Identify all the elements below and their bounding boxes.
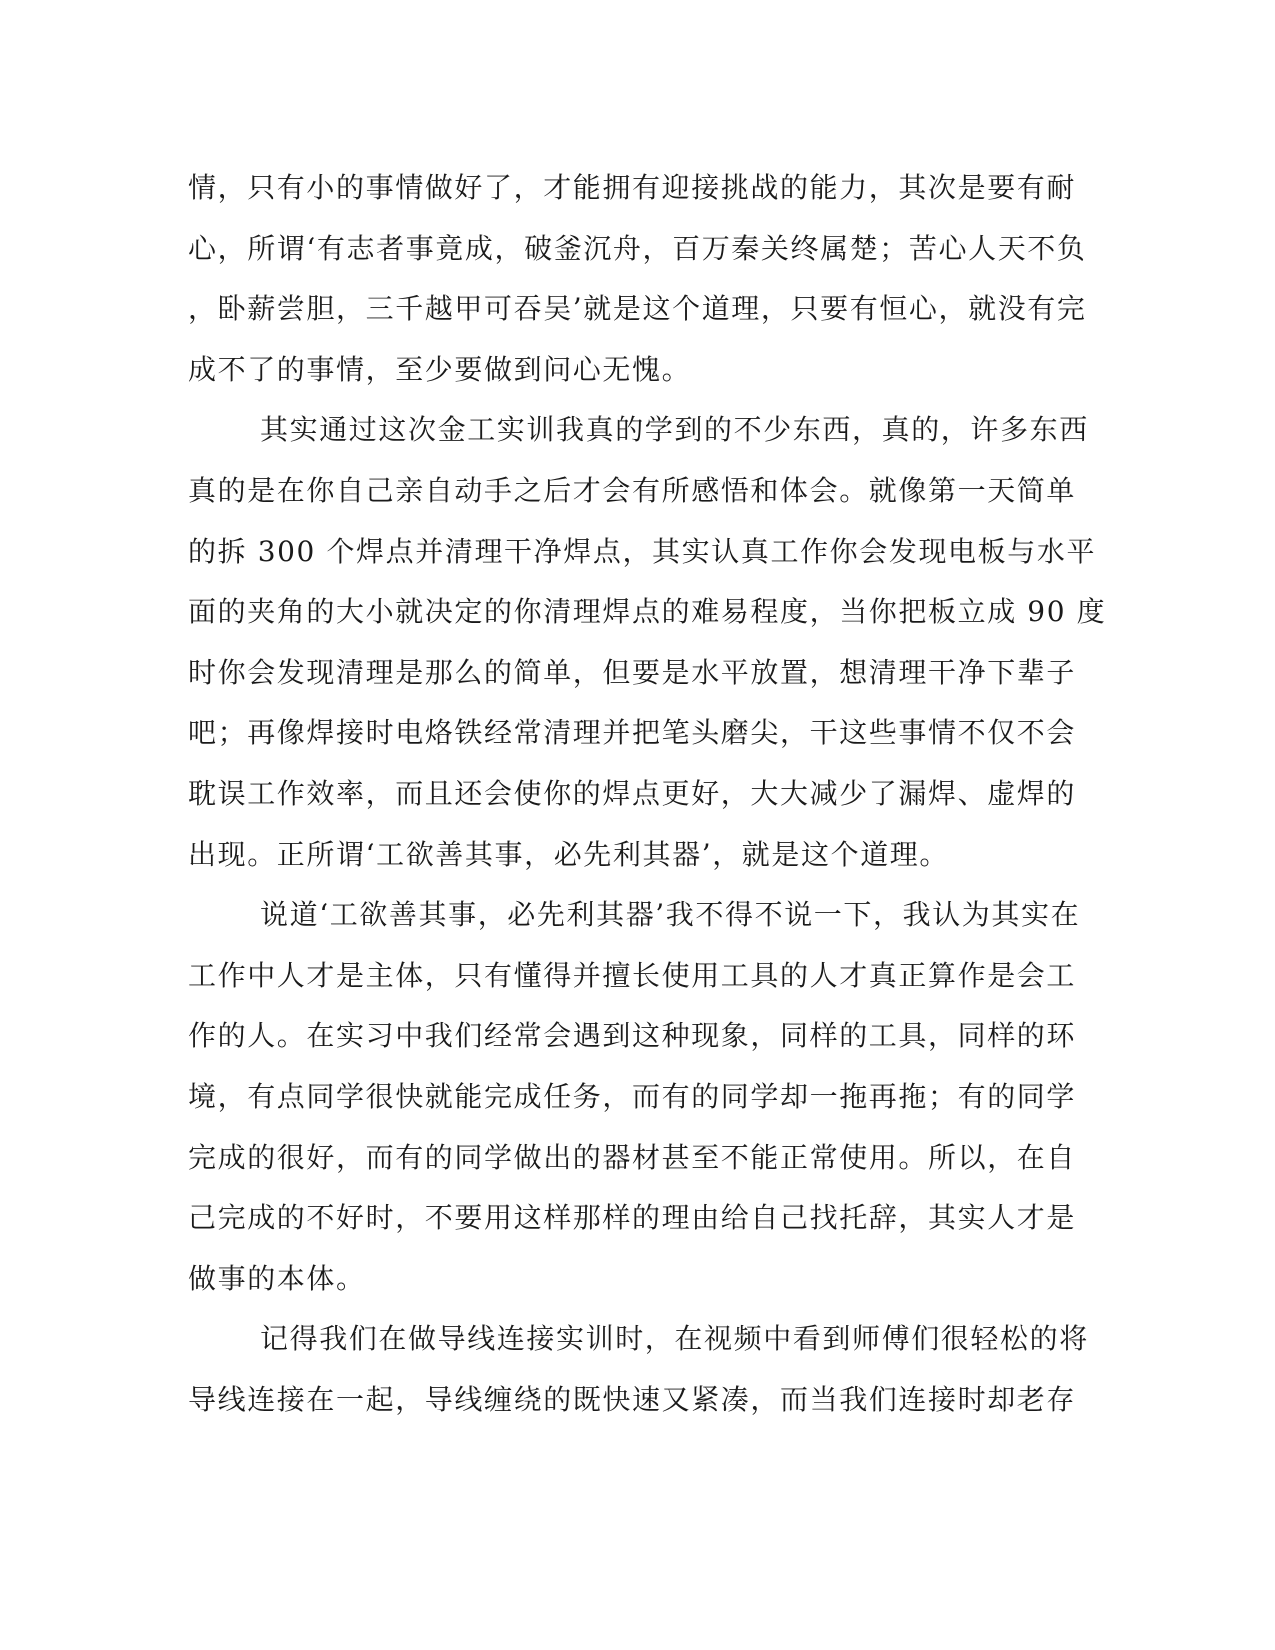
text-line: 做事的本体。 — [188, 1261, 366, 1295]
text-line: 的拆 300 个焊点并清理干净焊点，其实认真工作你会发现电板与水平 — [188, 534, 1097, 568]
text-line: 耽误工作效率，而且还会使你的焊点更好，大大减少了漏焊、虚焊的 — [188, 776, 1077, 810]
text-line: ，卧薪尝胆，三千越甲可吞吴’就是这个道理，只要有恒心，就没有完 — [188, 292, 1087, 326]
text-line: 工作中人才是主体，只有懂得并擅长使用工具的人才真正算作是会工 — [188, 958, 1077, 992]
text-line: 吧；再像焊接时电烙铁经常清理并把笔头磨尖，干这些事情不仅不会 — [188, 716, 1077, 750]
text-line: 作的人。在实习中我们经常会遇到这种现象，同样的工具，同样的环 — [188, 1019, 1077, 1053]
text-line: 时你会发现清理是那么的简单，但要是水平放置，想清理干净下辈子 — [188, 655, 1077, 689]
paragraph-first-line: 其实通过这次金工实训我真的学到的不少东西，真的，许多东西 — [260, 413, 1089, 447]
text-line: 真的是在你自己亲自动手之后才会有所感悟和体会。就像第一天简单 — [188, 473, 1077, 507]
text-line: 境，有点同学很快就能完成任务，而有的同学却一拖再拖；有的同学 — [188, 1079, 1077, 1113]
text-line: 导线连接在一起，导线缠绕的既快速又紧凑，而当我们连接时却老存 — [188, 1382, 1077, 1416]
text-line: 己完成的不好时，不要用这样那样的理由给自己找托辞，其实人才是 — [188, 1201, 1077, 1235]
paragraph-first-line: 说道‘工欲善其事，必先利其器’我不得不说一下，我认为其实在 — [260, 898, 1081, 932]
text-line: 出现。正所谓‘工欲善其事，必先利其器’，就是这个道理。 — [188, 837, 950, 871]
text-line: 面的夹角的大小就决定的你清理焊点的难易程度，当你把板立成 90 度 — [188, 595, 1107, 629]
text-line: 情，只有小的事情做好了，才能拥有迎接挑战的能力，其次是要有耐 — [188, 171, 1077, 204]
paragraph-first-line: 记得我们在做导线连接实训时，在视频中看到师傅们很轻松的将 — [260, 1322, 1089, 1356]
text-line: 心，所谓‘有志者事竟成，破釜沉舟，百万秦关终属楚；苦心人天不负 — [188, 231, 1087, 265]
text-line: 成不了的事情，至少要做到问心无愧。 — [188, 352, 692, 386]
body-text — [188, 158, 1107, 1430]
text-line: 完成的很好，而有的同学做出的器材甚至不能正常使用。所以，在自 — [188, 1140, 1077, 1174]
